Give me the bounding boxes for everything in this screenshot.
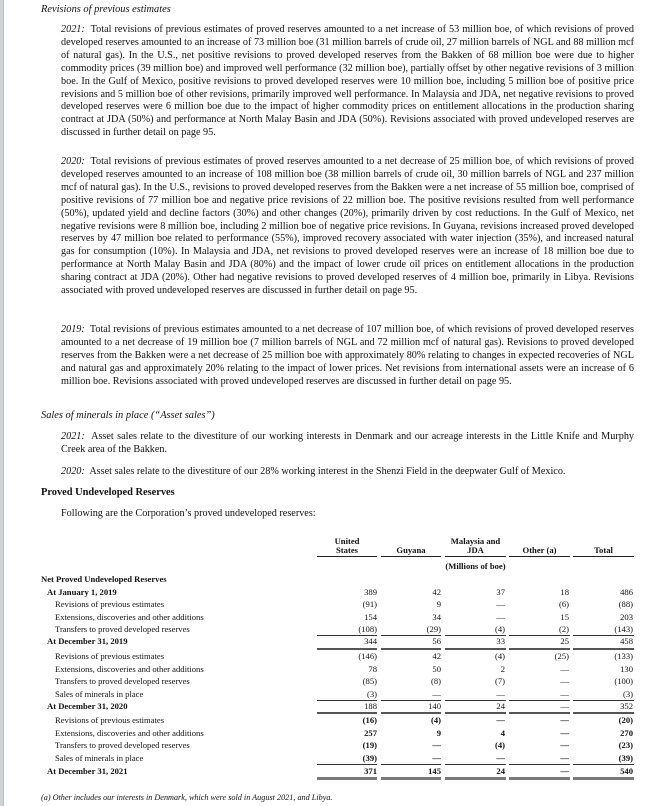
column-header-rule [509,556,570,557]
table-row-header [0,573,671,586]
paragraph-text: Total revisions of previous estimates amounted to a net decrease of 107 million boe, of which revisions of proved developed reserves amounted to a net decrease of 19 million boe (7 million barrels of NGL and 72 million mcf of natural gas). Revisions to proved developed reserves from the Bakken were a net decrease of 25 million boe with approximately 80% relating to changes in expected recoveries of NGL and natural gas and approximately 20% relating to the impact of lower prices. Net revisions from international assets were an increase of 6 million boe. Revisions associated with proved undeveloped reserves are discussed in further detail on page 95. [61,324,634,387]
cell-total: 203 [620,611,633,622]
row-label: Sales of minerals in place [55,688,144,699]
table-row [0,727,671,740]
cell-malaysia-jda: — [496,611,505,622]
cell-total: (100) [614,676,633,686]
column-header-line: Malaysia and [450,536,501,546]
cell-united-states: 188 [364,700,377,711]
cell-total: 540 [620,765,633,776]
row-label: Extensions, discoveries and other additions [55,727,204,738]
cell-guyana: 140 [428,700,441,711]
row-label: Extensions, discoveries and other additions [55,663,204,674]
intro-text: Following are the Corporation’s proved undeveloped reserves: [61,508,316,519]
table-row-subtotal [0,635,671,648]
cell-other: (6) [558,599,569,609]
column-header-other [509,537,570,555]
cell-malaysia-jda: 37 [496,586,505,597]
cell-malaysia-jda: (4) [494,651,505,661]
table-row [0,598,671,611]
table-row [0,650,671,663]
row-label: At December 31, 2019 [47,636,128,646]
cell-other: — [560,663,569,674]
table-row [0,739,671,752]
cell-united-states: (91) [362,599,377,609]
total-double-rule [317,777,377,780]
cell-guyana: 42 [432,586,441,597]
cell-guyana: (8) [430,676,441,686]
cell-malaysia-jda: (7) [494,676,505,686]
column-header-line: Total [594,545,613,555]
cell-guyana: 9 [436,599,441,609]
paragraph-asset-sales-2020 [61,466,634,479]
column-header-line: Guyana [396,545,426,555]
table-row [0,623,671,636]
cell-guyana: 34 [432,611,441,622]
total-double-rule [381,777,441,780]
paragraph-revisions-2019 [61,324,634,389]
paragraph-revisions-2021 [61,24,634,140]
table-row-subtotal [0,700,671,713]
cell-total: 270 [620,727,633,738]
cell-guyana: — [432,752,441,763]
cell-united-states: (85) [362,676,377,686]
units-label: (Millions of boe) [445,561,506,571]
table-row [0,663,671,676]
row-label: Sales of minerals in place [55,752,144,763]
cell-united-states: 371 [364,765,377,776]
row-label: Extensions, discoveries and other additions [55,611,204,622]
cell-malaysia-jda: 24 [496,700,505,711]
row-label: Transfers to proved developed reserves [55,740,190,750]
cell-malaysia-jda: 4 [500,727,505,738]
year-label: 2020: [61,156,85,167]
cell-united-states: (146) [358,651,377,661]
year-label: 2020: [61,466,85,477]
cell-malaysia-jda: 24 [496,765,505,776]
paragraph-text: Total revisions of previous estimates of proved reserves amounted to a net increase of 53 million boe, of which revisions of proved developed reserves amounted to an increase of 73 million boe (31 million barrels of crude oil, 27 million barrels of NGL and 88 million mcf of natural gas). In the U.S., net positive revisions to proved developed reserves from the Bakken of 68 million boe were due to higher commodity prices (39 million boe) and improved well performance (32 million boe), partially offset by other negative revisions of 3 million boe. In the Gulf of Mexico, positive revisions to proved developed reserves were 10 million boe, including 5 million boe of positive price revisions and 5 million boe of other revisions, primarily improved well performance. In Malaysia and JDA, net negative revisions to proved developed reserves were 6 million boe due to the impact of higher commodity prices on entitlement allocations in the production sharing contract at JDA (50%) and performance at North Malay Basin and JDA (50%). Revisions associated with proved undeveloped reserves are discussed in further detail on page 95. [61,24,634,139]
table-row [0,688,671,701]
column-header-rule [317,556,377,557]
cell-united-states: (3) [366,688,377,699]
column-header-line: United [334,536,360,546]
table-footnote: (a) Other includes our interests in Denmark, which were sold in August 2021, and Libya. [41,793,333,802]
total-double-rule [509,777,570,780]
paragraph-asset-sales-2021 [61,431,634,457]
cell-united-states: (39) [362,752,377,763]
total-double-rule [445,777,506,780]
cell-total: (3) [622,688,633,699]
paragraph-text: Asset sales relate to the divestiture of our working interests in Denmark and our acreage interests in the Little Knife and Murphy Creek area of the Bakken. [61,431,635,455]
cell-total: 352 [620,700,633,711]
cell-total: 130 [620,663,633,674]
row-label: Revisions of previous estimates [55,599,165,609]
cell-other: — [560,765,569,776]
column-header-rule [445,556,506,557]
cell-other: 25 [560,636,569,646]
cell-guyana: 50 [432,663,441,674]
table-row [0,586,671,599]
cell-malaysia-jda: — [496,752,505,763]
paragraph-text: Asset sales relate to the divestiture of our 28% working interest in the Shenzi Field in the deepwater Gulf of Mexico. [89,466,566,477]
year-label: 2019: [61,324,85,335]
cell-other: (25) [554,651,569,661]
cell-malaysia-jda: (4) [494,740,505,750]
cell-total: 486 [620,586,633,597]
cell-malaysia-jda: 2 [500,663,505,674]
cell-other: (2) [558,624,569,634]
column-header-line: States [336,545,358,555]
section-title-revisions: Revisions of previous estimates [41,4,171,15]
cell-guyana: — [432,688,441,699]
table-row [0,675,671,688]
column-header-total [573,537,634,555]
cell-guyana: (29) [426,624,441,634]
cell-guyana: 42 [432,651,441,661]
paragraph-revisions-2020 [61,156,634,298]
cell-total: (23) [618,740,633,750]
column-header-guyana [381,537,441,555]
year-label: 2021: [61,24,85,35]
cell-total: 458 [620,636,633,646]
row-label: At December 31, 2020 [47,700,128,711]
cell-other: — [560,727,569,738]
cell-total: (143) [614,624,633,634]
row-label: Net Proved Undeveloped Reserves [41,574,167,584]
row-label: Revisions of previous estimates [55,651,165,661]
cell-malaysia-jda: — [496,688,505,699]
cell-other: 18 [560,586,569,597]
cell-other: 15 [560,611,569,622]
cell-total: (133) [614,651,633,661]
row-label: At January 1, 2019 [47,586,117,597]
cell-other: — [560,688,569,699]
cell-total: (20) [618,715,633,725]
row-label: Revisions of previous estimates [55,715,165,725]
row-label: Transfers to proved developed reserves [55,676,190,686]
cell-united-states: 154 [364,611,377,622]
paragraph-text: Total revisions of previous estimates of proved reserves amounted to a net decrease of 25 million boe, of which revisions of proved developed reserves amounted to an increase of 108 million boe (38 million barrels of crude oil, 30 million barrels of NGL and 237 million mcf of natural gas). In the U.S., revisions to proved developed reserves from the Bakken were a net increase of 55 million boe, comprised of positive revisions of 77 million boe and negative price revisions of 22 million boe. The positive revisions resulted from well performance (50%), updated yield and decline factors (30%) and other changes (20%), primarily driven by cost reductions. In the Gulf of Mexico, net negative revisions were 8 million boe, including 2 million boe of negative price revisions. In Guyana, revisions increased proved developed reserves by 47 million boe related to performance (55%), improved recovery associated with water injection (35%), and increased natural gas for consumption (10%). In Malaysia and JDA, net revisions to proved developed reserves were an increase of 18 million boe due to performance at North Malay Basin and JDA (80%) and the impact of lower crude oil prices on entitlement allocations in the production sharing contract at JDA (20%). Other had negative revisions to proved developed reserves of 4 million boe, primarily in Libya. Revisions associated with proved undeveloped reserves are discussed in further detail on page 95. [61,156,634,297]
table-row [0,752,671,765]
column-header-malaysia-jda [445,537,506,555]
cell-united-states: (108) [358,624,377,634]
cell-malaysia-jda: — [496,715,505,725]
cell-united-states: 257 [364,727,377,738]
cell-united-states: 78 [368,663,377,674]
cell-united-states: 344 [364,636,377,646]
heading-proved-undeveloped-reserves: Proved Undeveloped Reserves [41,487,175,498]
column-header-line: Other (a) [522,545,557,555]
cell-other: — [560,676,569,686]
cell-guyana: 56 [432,636,441,646]
column-header-rule [573,556,634,557]
row-label: Transfers to proved developed reserves [55,624,190,634]
cell-guyana: — [432,740,441,750]
table-row [0,611,671,624]
column-header-rule [381,556,441,557]
cell-united-states: 389 [364,586,377,597]
cell-malaysia-jda: 33 [496,636,505,646]
cell-other: — [560,715,569,725]
cell-malaysia-jda: (4) [494,624,505,634]
cell-other: — [560,752,569,763]
cell-other: — [560,700,569,711]
cell-total: (88) [618,599,633,609]
cell-guyana: 145 [428,765,441,776]
total-double-rule [573,777,634,780]
cell-united-states: (19) [362,740,377,750]
table-row [0,714,671,727]
row-label: At December 31, 2021 [47,765,128,776]
cell-guyana: (4) [430,715,441,725]
cell-malaysia-jda: — [496,599,505,609]
table-row-total [0,765,671,778]
cell-guyana: 9 [436,727,441,738]
cell-total: (39) [618,752,633,763]
column-header-united-states [317,537,377,555]
cell-other: — [560,740,569,750]
section-title-asset-sales: Sales of minerals in place (“Asset sales”) [41,410,215,421]
column-header-line: JDA [467,545,484,555]
cell-united-states: (16) [362,715,377,725]
year-label: 2021: [61,431,85,442]
